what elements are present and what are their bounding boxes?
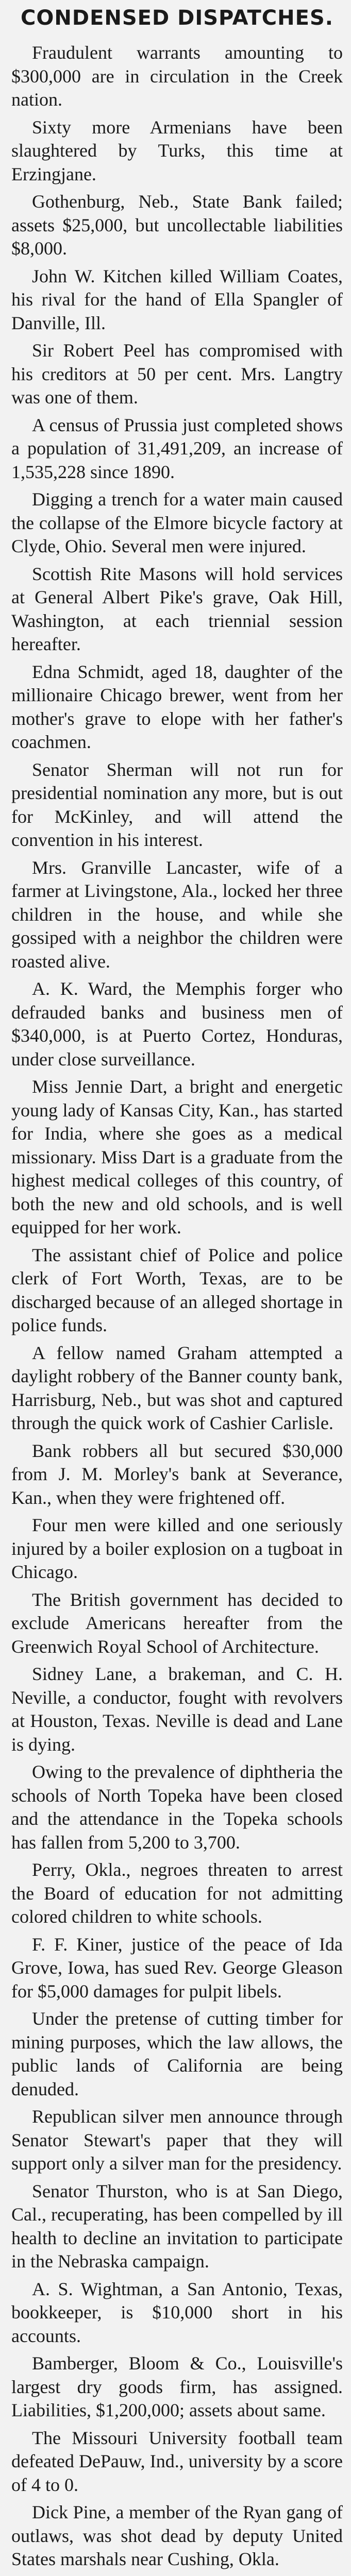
- dispatch-item: Mrs. Granville Lancaster, wife of a farmer at Livingstone, Ala., locked her three children in the house, and while she gossiped with a neighbor the children were roasted alive.: [11, 857, 343, 972]
- dispatch-item: Edna Schmidt, aged 18, daughter of the millionaire Chicago brewer, went from her mother's grave to elope with her father's coachmen.: [11, 661, 343, 752]
- dispatch-item: Sixty more Armenians have been slaughtered by Turks, this time at Erzingjane.: [11, 116, 343, 184]
- dispatch-item: The Missouri University football team defeated DePauw, Ind., university by a score of 4 to 0.: [11, 2427, 343, 2495]
- dispatch-item: Gothenburg, Neb., State Bank failed; assets $25,000, but uncollectable liabilities $8,000.: [11, 191, 343, 259]
- dispatch-item: Miss Jennie Dart, a bright and energetic young lady of Kansas City, Kan., has started for India, where she goes as a medical missionary. Miss Dart is a graduate from the highest medical colleges of this country, of both the new and old schools, and is well equipped for her work.: [11, 1076, 343, 1238]
- dispatch-item: Sir Robert Peel has compromised with his creditors at 50 per cent. Mrs. Langtry was one of them.: [11, 340, 343, 408]
- dispatch-item: Dick Pine, a member of the Ryan gang of outlaws, was shot dead by deputy United States marshals near Cushing, Okla.: [11, 2502, 343, 2569]
- dispatch-item: Under the pretense of cutting timber for mining purposes, which the law allows, the public lands of California are being denuded.: [11, 2008, 343, 2099]
- dispatch-item: Sidney Lane, a brakeman, and C. H. Neville, a conductor, fought with revolvers at Houston, Texas. Neville is dead and Lane is dying.: [11, 1664, 343, 1755]
- dispatch-item: Senator Thurston, who is at San Diego, Cal., recuperating, has been compelled by ill health to decline an invitation to participate in the Nebraska campaign.: [11, 2180, 343, 2272]
- dispatch-item: The British government has decided to exclude Americans hereafter from the Greenwich Royal School of Architecture.: [11, 1589, 343, 1657]
- dispatch-item: A fellow named Graham attempted a daylight robbery of the Banner county bank, Harrisburg, Neb., but was shot and captured through the quick work of Cashier Carlisle.: [11, 1342, 343, 1433]
- dispatch-item: Owing to the prevalence of diphtheria the schools of North Topeka have been closed and the attendance in the Topeka schools has fallen from 5,200 to 3,700.: [11, 1761, 343, 1853]
- dispatch-item: A census of Prussia just completed shows a population of 31,491,209, an increase of 1,535,228 since 1890.: [11, 414, 343, 482]
- dispatch-item: Scottish Rite Masons will hold services at General Albert Pike's grave, Oak Hill, Washington, at each triennial session hereafter.: [11, 563, 343, 654]
- dispatch-item: A. K. Ward, the Memphis forger who defrauded banks and business men of $340,000, is at Puerto Cortez, Honduras, under close surveillance.: [11, 978, 343, 1070]
- dispatch-item: Perry, Okla., negroes threaten to arrest the Board of education for not admitting colored children to white schools.: [11, 1859, 343, 1927]
- column-headline: CONDENSED DISPATCHES.: [21, 6, 333, 30]
- dispatch-item: F. F. Kiner, justice of the peace of Ida Grove, Iowa, has sued Rev. George Gleason for $5,000 damages for pulpit libels.: [11, 1934, 343, 2002]
- dispatch-item: The assistant chief of Police and police clerk of Fort Worth, Texas, are to be discharged because of an alleged shortage in police funds.: [11, 1244, 343, 1335]
- dispatch-item: A. S. Wightman, a San Antonio, Texas, bookkeeper, is $10,000 short in his accounts.: [11, 2278, 343, 2346]
- dispatch-item: John W. Kitchen killed William Coates, his rival for the hand of Ella Spangler of Danville, Ill.: [11, 265, 343, 333]
- dispatch-item: Republican silver men announce through Senator Stewart's paper that they will support only a silver man for the presidency.: [11, 2106, 343, 2174]
- dispatch-list: [11, 41, 343, 2576]
- dispatch-item: Bank robbers all but secured $30,000 from J. M. Morley's bank at Severance, Kan., when they were frightened off.: [11, 1440, 343, 1508]
- dispatch-item: Fraudulent warrants amounting to $300,000 are in circulation in the Creek nation.: [11, 42, 343, 110]
- dispatch-item: Senator Sherman will not run for presidential nomination any more, but is out for McKinley, and will attend the convention in his interest.: [11, 759, 343, 850]
- dispatch-item: Four men were killed and one seriously injured by a boiler explosion on a tugboat in Chicago.: [11, 1515, 343, 1582]
- dispatch-item: Bamberger, Bloom & Co., Louisville's largest dry goods firm, has assigned. Liabilities, $1,200,000; assets about same.: [11, 2353, 343, 2420]
- dispatch-item: Digging a trench for a water main caused the collapse of the Elmore bicycle factory at Clyde, Ohio. Several men were injured.: [11, 489, 343, 556]
